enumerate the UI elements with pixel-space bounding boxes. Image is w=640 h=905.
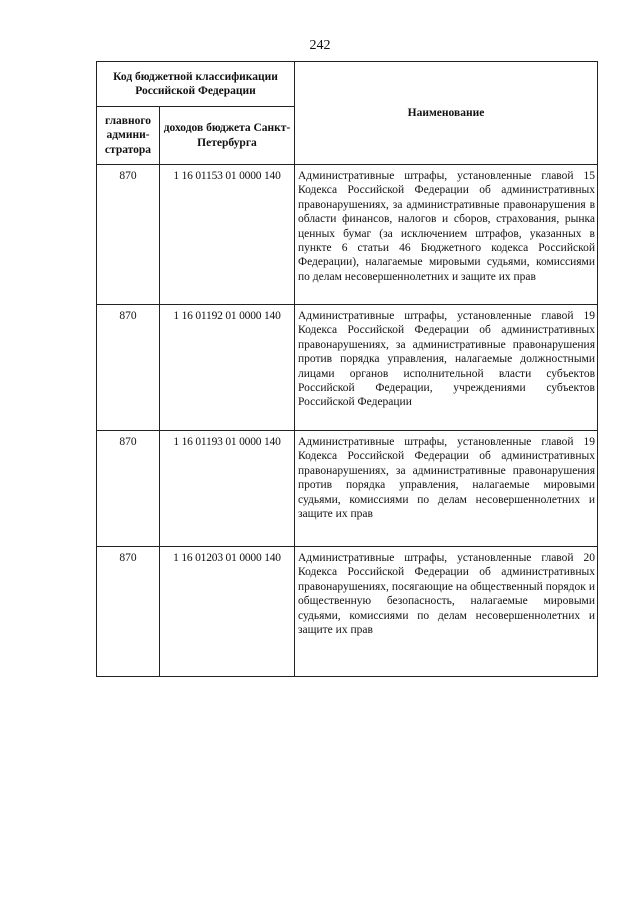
admin-code-cell: 870	[97, 431, 160, 547]
description-cell: Административные штрафы, установленные главой 20 Кодекса Российской Федерации об административных правонарушениях, посягающие на общественный порядок и общественную безопасность, налагаемые мировыми судьями, комиссиями по делам несовершеннолетних и защите их прав	[295, 547, 598, 677]
header-row-top	[97, 62, 598, 107]
income-code-cell: 1 16 01203 01 0000 140	[160, 547, 295, 677]
income-code-cell: 1 16 01192 01 0000 140	[160, 305, 295, 431]
income-code-cell: 1 16 01193 01 0000 140	[160, 431, 295, 547]
budget-classification-table	[96, 61, 598, 677]
table-row	[97, 547, 598, 677]
header-name: Наименование	[295, 62, 598, 165]
table-row	[97, 165, 598, 305]
header-classification-code: Код бюджетной классификации Российской Федерации	[97, 62, 295, 107]
table-row	[97, 305, 598, 431]
header-chief-administrator: главного админи-стратора	[97, 107, 160, 165]
income-code-cell: 1 16 01153 01 0000 140	[160, 165, 295, 305]
description-cell: Административные штрафы, установленные главой 15 Кодекса Российской Федерации об административных правонарушениях, за административные правонарушения в области финансов, налогов и сборов, страхования, рынка ценных бумаг (за исключением штрафов, указанных в пункте 6 статьи 46 Бюджетного кодекса Российской Федерации), налагаемые мировыми судьями, комиссиями по делам несовершеннолетних и защите их прав	[295, 165, 598, 305]
admin-code-cell: 870	[97, 547, 160, 677]
admin-code-cell: 870	[97, 165, 160, 305]
table-row	[97, 431, 598, 547]
description-cell: Административные штрафы, установленные главой 19 Кодекса Российской Федерации об административных правонарушениях, за административные правонарушения против порядка управления, налагаемые должностными лицами органов исполнительной власти субъектов Российской Федерации, учреждениями субъектов Российской Федерации	[295, 305, 598, 431]
header-budget-income: доходов бюджета Санкт-Петербурга	[160, 107, 295, 165]
admin-code-cell: 870	[97, 305, 160, 431]
page-number: 242	[309, 38, 331, 53]
description-cell: Административные штрафы, установленные главой 19 Кодекса Российской Федерации об административных правонарушениях, за административные правонарушения против порядка управления, налагаемые мировыми судьями, комиссиями по делам несовершеннолетних и защите их прав	[295, 431, 598, 547]
